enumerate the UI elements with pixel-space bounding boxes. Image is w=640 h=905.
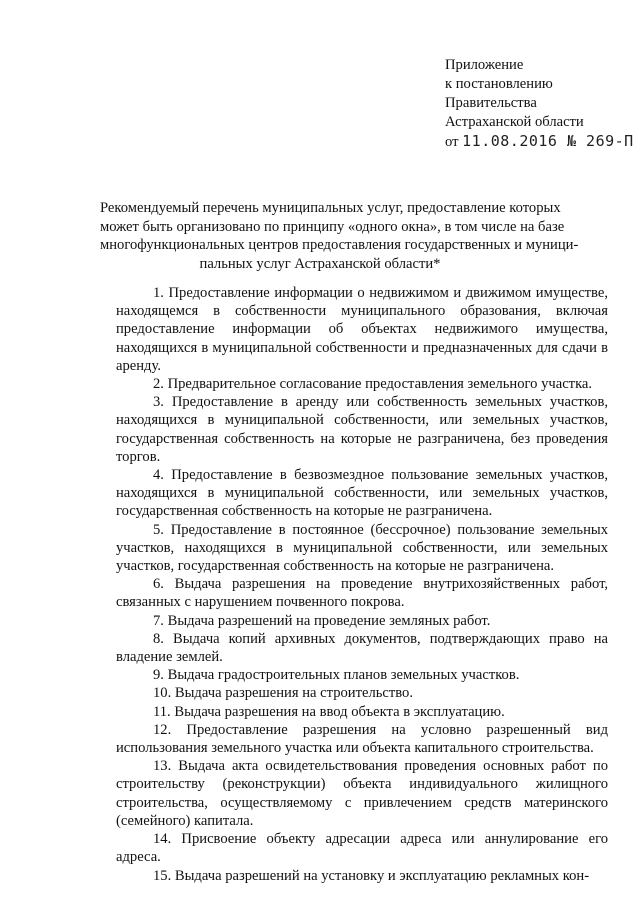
list-item: 2. Предварительное согласование предоставления земельного участка. bbox=[153, 376, 593, 393]
list-item: 7. Выдача разрешений на проведение земляных работ. bbox=[153, 612, 491, 629]
list-item: 9. Выдача градостроительных планов земельных участков. bbox=[153, 667, 520, 684]
title-line: пальных услуг Астраханской области* bbox=[199, 255, 441, 272]
list-item: 15. Выдача разрешений на установку и эксплуатацию рекламных кон- bbox=[153, 867, 590, 884]
title-line: может быть организовано по принципу «одного окна», в том числе на базе bbox=[100, 218, 565, 235]
list-item: 6. Выдача разрешения на проведение внутрихозяйственных работ, связанных с нарушением почвенного покрова. bbox=[116, 576, 608, 611]
title-line: Рекомендуемый перечень муниципальных услуг, предоставление которых bbox=[100, 200, 561, 216]
services-list bbox=[116, 284, 608, 885]
annex-date-prefix: от bbox=[445, 134, 459, 150]
annex-reference: к постановлению bbox=[445, 76, 553, 92]
annex-authority: Правительства bbox=[445, 95, 537, 111]
list-item: 12. Предоставление разрешения на условно разрешенный вид использования земельного участка или объекта капитального строительства. bbox=[116, 721, 608, 757]
list-item: 4. Предоставление в безвозмездное пользование земельных участков, находящихся в муниципальной собственности, или земельных участков, государственная собственность на которые не разграничена. bbox=[116, 467, 608, 520]
list-item: 3. Предоставление в аренду или собственность земельных участков, находящихся в муниципальной собственности, или земельных участков, государственная собственность на которые не разграничена, без проведения торгов. bbox=[116, 394, 608, 465]
annex-block bbox=[445, 56, 635, 152]
annex-region: Астраханской области bbox=[445, 114, 584, 130]
list-item: 10. Выдача разрешения на строительство. bbox=[153, 685, 413, 702]
list-item: 1. Предоставление информации о недвижимом и движимом имуществе, находящемся в собственности муниципального образования, включая предоставление информации об объектах недвижимого имущества, находящихся в муниципальной собственности и предназначенных для сдачи в аренду. bbox=[116, 285, 608, 374]
list-item: 8. Выдача копий архивных документов, подтверждающих право на владение землей. bbox=[116, 630, 608, 666]
list-item: 11. Выдача разрешения на ввод объекта в эксплуатацию. bbox=[153, 703, 505, 720]
annex-date-number: 11.08.2016 № 269-П bbox=[462, 132, 634, 150]
title-line: многофункциональных центров предоставления государственных и муници- bbox=[100, 237, 579, 253]
list-item: 13. Выдача акта освидетельствования проведения основных работ по строительству (реконструкции) объекта индивидуального жилищного строительства, осуществляемому с привлечением средств материнского (семейного) капитала. bbox=[116, 758, 608, 829]
annex-label: Приложение bbox=[445, 57, 524, 73]
annex-date-line bbox=[445, 132, 635, 152]
list-item: 14. Присвоение объекту адресации адреса или аннулирование его адреса. bbox=[116, 831, 608, 866]
list-item: 5. Предоставление в постоянное (бессрочное) пользование земельных участков, находящихся в муниципальной собственности, или земельных участков, государственная собственность на которые не разграничена. bbox=[116, 521, 608, 575]
document-title bbox=[100, 199, 579, 273]
